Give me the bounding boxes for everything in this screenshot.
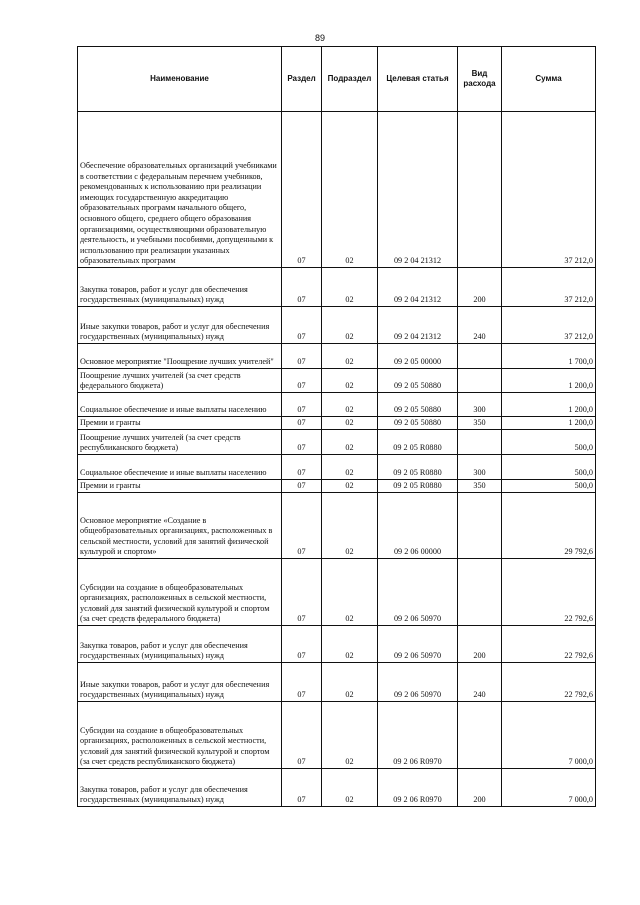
name-cell: Иные закупки товаров, работ и услуг для обеспечения государственных (муниципальных) нужд — [78, 307, 282, 344]
type-cell: 350 — [458, 417, 502, 430]
table-row — [78, 268, 596, 307]
table-row — [78, 663, 596, 702]
header-type: Вид расхода — [458, 47, 502, 112]
type-cell — [458, 430, 502, 455]
table-row — [78, 112, 596, 268]
target-cell: 09 2 05 50880 — [378, 417, 458, 430]
table-row — [78, 455, 596, 480]
name-cell: Основное мероприятие "Поощрение лучших учителей" — [78, 344, 282, 369]
name-cell: Обеспечение образовательных организаций учебниками в соответствии с федеральным перечнем учебников, рекомендованных к использованию при реализации имеющих государственную аккредитацию образовательных программ начального общего, основного общего, среднего общего образования организациями, осуществляющими образовательную деятельность, и учебными пособиями, допущенными к использованию при реализации указанных образовательных программ — [78, 112, 282, 268]
name-cell: Иные закупки товаров, работ и услуг для обеспечения государственных (муниципальных) нужд — [78, 663, 282, 702]
table-row — [78, 417, 596, 430]
table-body — [78, 112, 596, 807]
table-row — [78, 369, 596, 393]
table-row — [78, 393, 596, 417]
header-sum: Сумма — [502, 47, 596, 112]
subsection-cell: 02 — [322, 393, 378, 417]
table-row — [78, 430, 596, 455]
sum-cell: 7 000,0 — [502, 702, 596, 769]
table-row — [78, 480, 596, 493]
section-cell: 07 — [282, 430, 322, 455]
table-row — [78, 493, 596, 559]
sum-cell: 37 212,0 — [502, 307, 596, 344]
type-cell: 200 — [458, 626, 502, 663]
target-cell: 09 2 05 R0880 — [378, 480, 458, 493]
subsection-cell: 02 — [322, 112, 378, 268]
sum-cell: 1 200,0 — [502, 369, 596, 393]
section-cell: 07 — [282, 455, 322, 480]
section-cell: 07 — [282, 307, 322, 344]
section-cell: 07 — [282, 344, 322, 369]
type-cell — [458, 559, 502, 626]
subsection-cell: 02 — [322, 663, 378, 702]
header-name: Наименование — [78, 47, 282, 112]
page-number: 89 — [314, 33, 325, 43]
type-cell: 240 — [458, 307, 502, 344]
type-cell — [458, 112, 502, 268]
name-cell: Премии и гранты — [78, 480, 282, 493]
table-row — [78, 344, 596, 369]
type-cell: 300 — [458, 393, 502, 417]
subsection-cell: 02 — [322, 493, 378, 559]
sum-cell: 1 200,0 — [502, 417, 596, 430]
section-cell: 07 — [282, 493, 322, 559]
section-cell: 07 — [282, 559, 322, 626]
header-subsection: Подраздел — [322, 47, 378, 112]
name-cell: Основное мероприятие «Создание в общеобразовательных организациях, расположенных в сельской местности, условий для занятий физической культурой и спортом» — [78, 493, 282, 559]
type-cell — [458, 702, 502, 769]
target-cell: 09 2 04 21312 — [378, 268, 458, 307]
name-cell: Закупка товаров, работ и услуг для обеспечения государственных (муниципальных) нужд — [78, 268, 282, 307]
section-cell: 07 — [282, 480, 322, 493]
target-cell: 09 2 05 50880 — [378, 393, 458, 417]
name-cell: Поощрение лучших учителей (за счет средств республиканского бюджета) — [78, 430, 282, 455]
budget-table — [77, 46, 596, 807]
subsection-cell: 02 — [322, 344, 378, 369]
target-cell: 09 2 05 R0880 — [378, 430, 458, 455]
subsection-cell: 02 — [322, 369, 378, 393]
subsection-cell: 02 — [322, 702, 378, 769]
sum-cell: 37 212,0 — [502, 268, 596, 307]
header-section: Раздел — [282, 47, 322, 112]
section-cell: 07 — [282, 769, 322, 807]
target-cell: 09 2 06 00000 — [378, 493, 458, 559]
name-cell: Поощрение лучших учителей (за счет средств федерального бюджета) — [78, 369, 282, 393]
type-cell — [458, 493, 502, 559]
sum-cell: 29 792,6 — [502, 493, 596, 559]
section-cell: 07 — [282, 393, 322, 417]
subsection-cell: 02 — [322, 268, 378, 307]
type-cell: 240 — [458, 663, 502, 702]
section-cell: 07 — [282, 369, 322, 393]
section-cell: 07 — [282, 702, 322, 769]
table-row — [78, 702, 596, 769]
sum-cell: 1 700,0 — [502, 344, 596, 369]
section-cell: 07 — [282, 663, 322, 702]
name-cell: Социальное обеспечение и иные выплаты населению — [78, 455, 282, 480]
target-cell: 09 2 06 50970 — [378, 663, 458, 702]
type-cell: 200 — [458, 268, 502, 307]
target-cell: 09 2 04 21312 — [378, 307, 458, 344]
sum-cell: 37 212,0 — [502, 112, 596, 268]
type-cell — [458, 369, 502, 393]
name-cell: Субсидии на создание в общеобразовательных организациях, расположенных в сельской местности, условий для занятий физической культурой и спортом (за счет средств республиканского бюджета) — [78, 702, 282, 769]
sum-cell: 7 000,0 — [502, 769, 596, 807]
header-target: Целевая статья — [378, 47, 458, 112]
subsection-cell: 02 — [322, 307, 378, 344]
table-row — [78, 626, 596, 663]
name-cell: Премии и гранты — [78, 417, 282, 430]
name-cell: Закупка товаров, работ и услуг для обеспечения государственных (муниципальных) нужд — [78, 769, 282, 807]
sum-cell: 500,0 — [502, 430, 596, 455]
section-cell: 07 — [282, 268, 322, 307]
table-row — [78, 559, 596, 626]
target-cell: 09 2 04 21312 — [378, 112, 458, 268]
target-cell: 09 2 06 R0970 — [378, 769, 458, 807]
subsection-cell: 02 — [322, 480, 378, 493]
sum-cell: 22 792,6 — [502, 626, 596, 663]
sum-cell: 22 792,6 — [502, 663, 596, 702]
target-cell: 09 2 06 50970 — [378, 559, 458, 626]
sum-cell: 500,0 — [502, 480, 596, 493]
name-cell: Субсидии на создание в общеобразовательных организациях, расположенных в сельской местности, условий для занятий физической культурой и спортом (за счет средств федерального бюджета) — [78, 559, 282, 626]
table-row — [78, 769, 596, 807]
subsection-cell: 02 — [322, 769, 378, 807]
sum-cell: 1 200,0 — [502, 393, 596, 417]
target-cell: 09 2 06 50970 — [378, 626, 458, 663]
target-cell: 09 2 06 R0970 — [378, 702, 458, 769]
section-cell: 07 — [282, 112, 322, 268]
name-cell: Закупка товаров, работ и услуг для обеспечения государственных (муниципальных) нужд — [78, 626, 282, 663]
subsection-cell: 02 — [322, 626, 378, 663]
target-cell: 09 2 05 00000 — [378, 344, 458, 369]
table-header-row — [78, 47, 596, 112]
subsection-cell: 02 — [322, 430, 378, 455]
section-cell: 07 — [282, 626, 322, 663]
target-cell: 09 2 05 50880 — [378, 369, 458, 393]
name-cell: Социальное обеспечение и иные выплаты населению — [78, 393, 282, 417]
section-cell: 07 — [282, 417, 322, 430]
type-cell — [458, 344, 502, 369]
target-cell: 09 2 05 R0880 — [378, 455, 458, 480]
type-cell: 200 — [458, 769, 502, 807]
sum-cell: 500,0 — [502, 455, 596, 480]
subsection-cell: 02 — [322, 455, 378, 480]
type-cell: 300 — [458, 455, 502, 480]
table-row — [78, 307, 596, 344]
sum-cell: 22 792,6 — [502, 559, 596, 626]
type-cell: 350 — [458, 480, 502, 493]
subsection-cell: 02 — [322, 559, 378, 626]
subsection-cell: 02 — [322, 417, 378, 430]
